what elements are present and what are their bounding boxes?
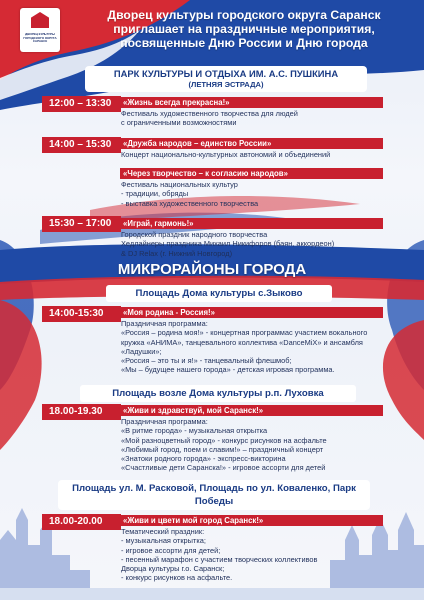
event-description: Концерт национально-культурных автономий и объединений	[121, 150, 331, 159]
event-time: 14:00-15:30	[42, 306, 121, 322]
venue-header: Площадь возле Дома культуры р.п. Луховка	[80, 385, 356, 402]
logo-caption: ДВОРЕЦ КУЛЬТУРЫ ГОРОДСКОГО ОКРУГА САРАНСК	[23, 32, 57, 44]
event-description: Фестиваль национальных культур - традиции, обряды - выставка художественного творчества	[121, 180, 259, 208]
park-header	[85, 66, 367, 92]
park-title: ПАРК КУЛЬТУРЫ И ОТДЫХА ИМ. А.С. ПУШКИНА	[113, 68, 339, 79]
event-time: 18.00-19.30	[42, 404, 121, 420]
event-description: Фестиваль художественного творчества для людей с ограниченными возможностями	[121, 109, 298, 128]
event-description: Городской праздник народного творчества Хедлайнеры праздника Михаил Никифоров (баян, аккордеон) & DJ Relax (г. Нижний Новгород)	[121, 230, 335, 258]
event-title: «Дружба народов – единство России»	[120, 138, 383, 149]
event-time: 18.00-20.00	[42, 514, 121, 530]
microdistricts-title: МИКРОРАЙОНЫ ГОРОДА	[117, 261, 307, 278]
event-description: Тематический праздник: - музыкальная открытка; - игровое ассорти для детей; - песенный марафон с участием творческих коллективов Дворца культуры г.о. Саранск; - конкурс рисунков на асфальте.	[121, 527, 318, 583]
event-title: «Через творчество – к согласию народов»	[120, 168, 383, 179]
event-time: 14:00 – 15:30	[42, 137, 121, 153]
event-description: Праздничная программа: «Россия – родина моя!» - концертная программас участием вокального кружка «АНИМА», танцевального коллектива «DanceMiX» и ансамбля «Ладушки»; «Россия – это ты и я!» - танцевальный флешмоб; «Мы – будущее нашего города» - детская игровая программа.	[121, 319, 368, 375]
event-time: 12:00 – 13:30	[42, 96, 121, 112]
event-title: «Живи и цвети мой город Саранск!»	[120, 515, 383, 526]
event-title: «Играй, гармонь!»	[120, 218, 383, 229]
park-subtitle: (ЛЕТНЯЯ ЭСТРАДА)	[188, 80, 264, 89]
event-time: 15:30 – 17:00	[42, 216, 121, 232]
logo	[20, 8, 60, 52]
venue-header: Площадь ул. М. Расковой, Площадь по ул. Коваленко, Парк Победы	[58, 480, 370, 510]
poster-title: Дворец культуры городского округа Саранск приглашает на праздничные мероприятия, посвященные Дню России и Дню города	[107, 8, 381, 51]
event-description: Праздничная программа: «В ритме города» - музыкальная открытка «Мой разноцветный город» - конкурс рисунков на асфальте «Любимый город, поем и славим!» – праздничный концерт «Знатоки родного города» - экспресс-викторина «Счастливые дети Саранска!» - игровое ассорти для детей	[121, 417, 327, 473]
event-title: «Моя родина - Россия!»	[120, 307, 383, 318]
building-icon	[31, 12, 49, 28]
venue-header: Площадь Дома культуры с.Зыково	[106, 285, 332, 302]
event-title: «Жизнь всегда прекрасна!»	[120, 97, 383, 108]
event-title: «Живи и здравствуй, мой Саранск!»	[120, 405, 383, 416]
